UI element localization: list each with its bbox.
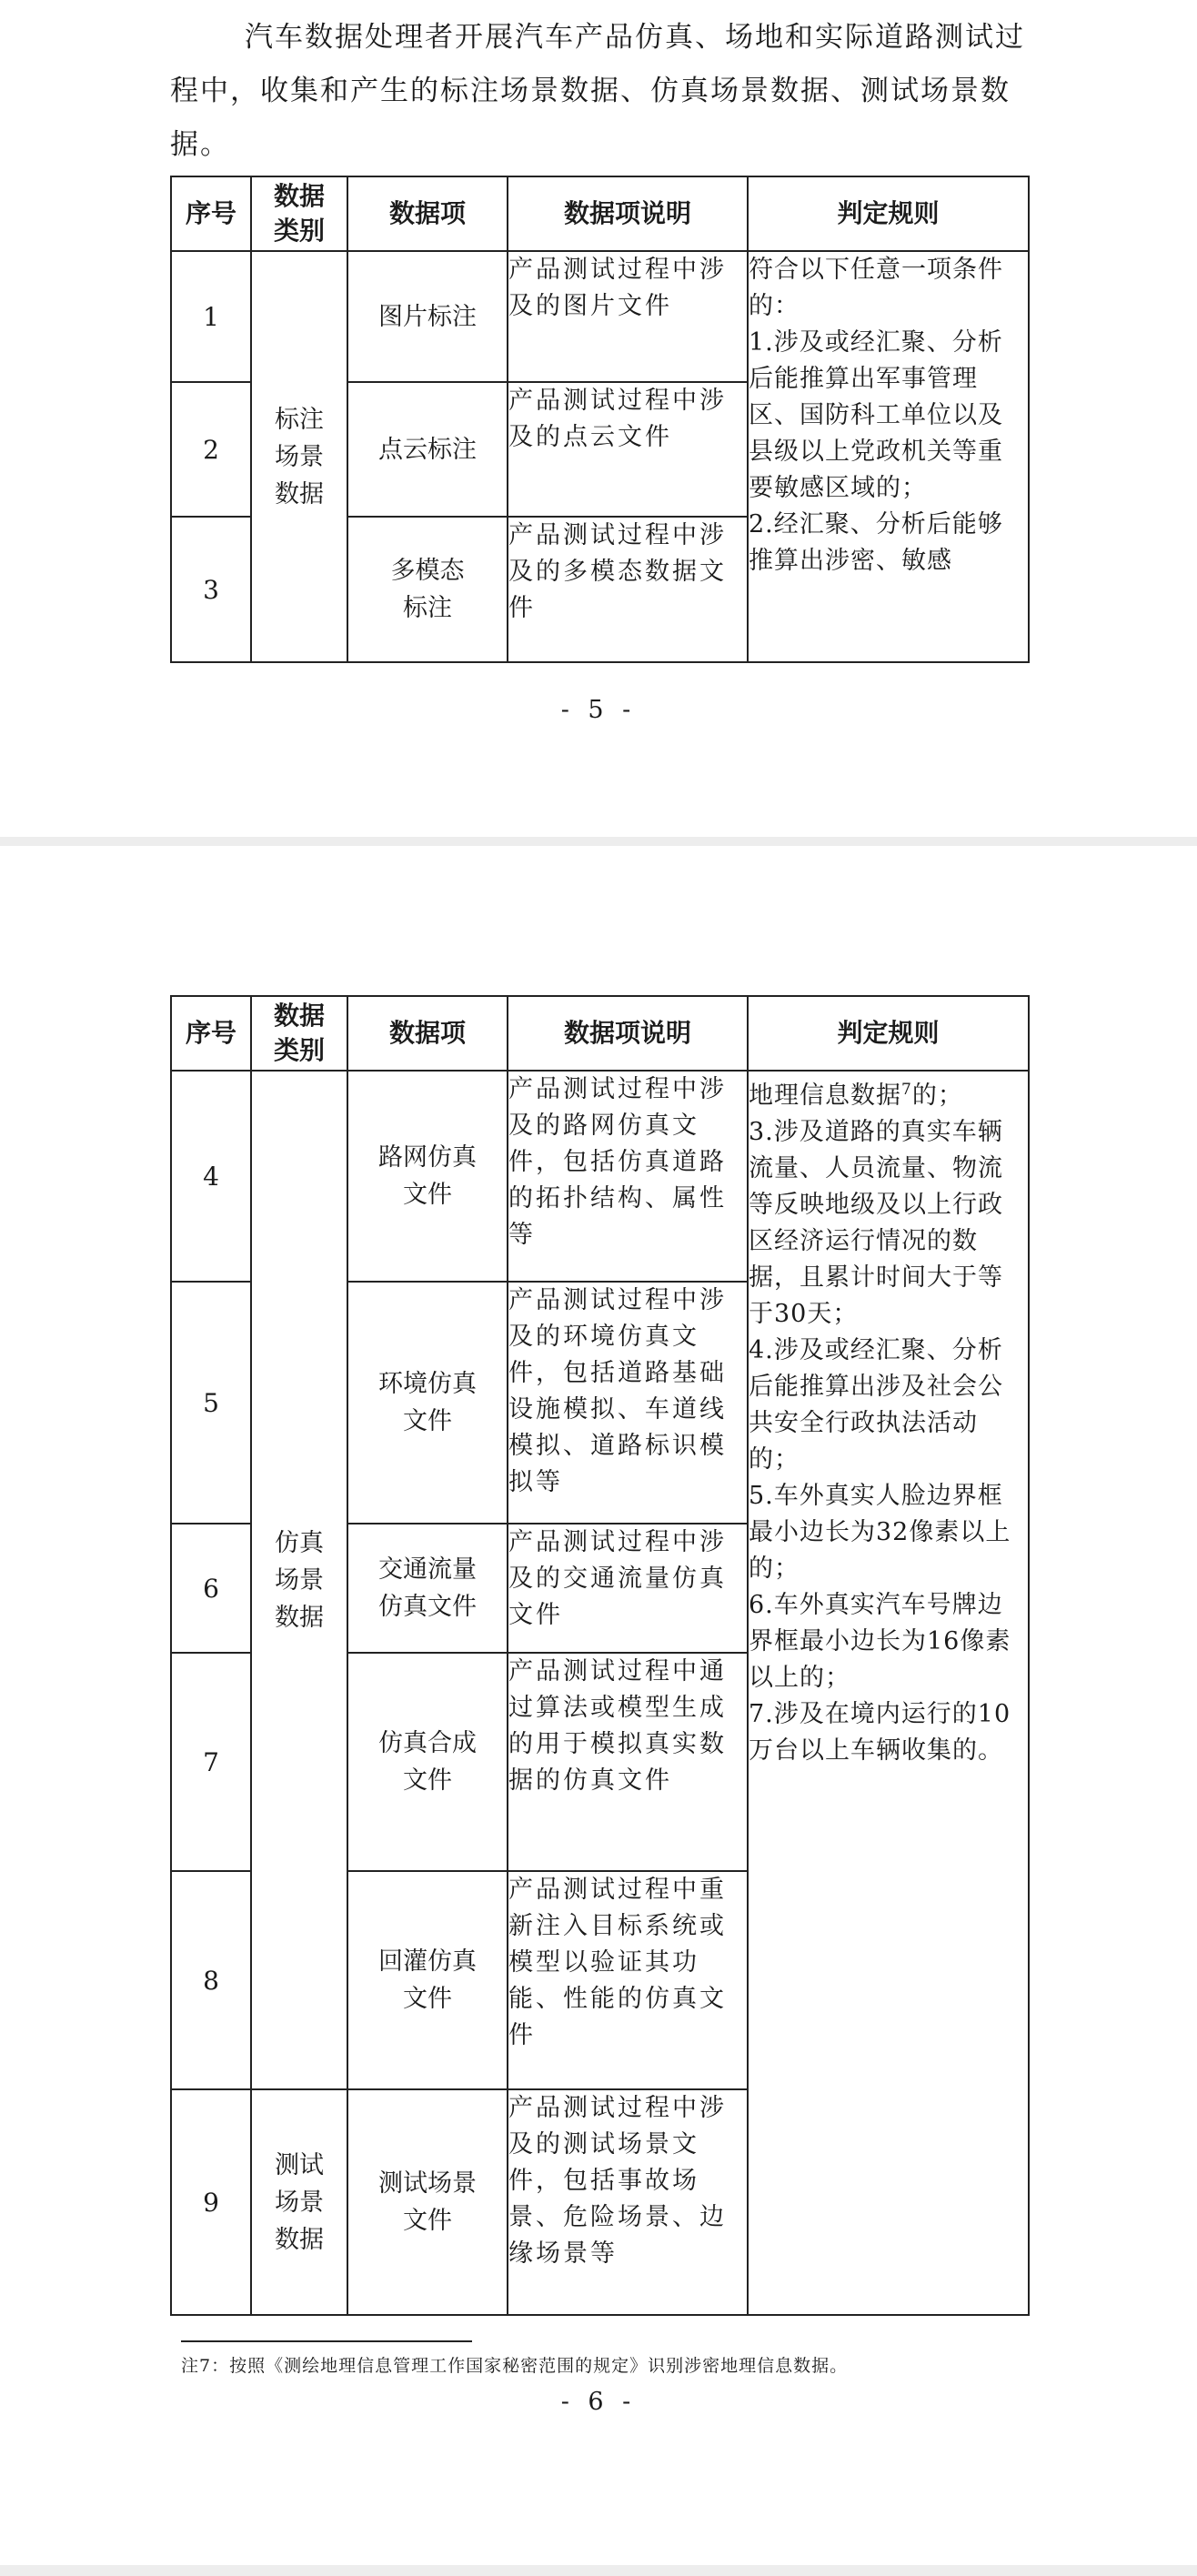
header-item: 数据项 bbox=[347, 176, 508, 251]
item-description: 产品测试过程中涉及的点云文件 bbox=[508, 382, 748, 517]
data-item: 图片标注 bbox=[347, 251, 508, 382]
row-number: 7 bbox=[171, 1653, 251, 1871]
page-number: - 6 - bbox=[560, 2388, 637, 2416]
item-description: 产品测试过程中涉及的测试场景文件，包括事故场景、危险场景、边缘场景等 bbox=[508, 2089, 748, 2315]
data-item: 仿真合成 文件 bbox=[347, 1653, 508, 1871]
row-number: 9 bbox=[171, 2089, 251, 2315]
row-number: 6 bbox=[171, 1524, 251, 1653]
data-item: 测试场景 文件 bbox=[347, 2089, 508, 2315]
intro-paragraph: 汽车数据处理者开展汽车产品仿真、场地和实际道路测试过程中，收集和产生的标注场景数据、仿真场景数据、测试场景数据。 bbox=[170, 21, 1025, 161]
category-cell: 测试 场景 数据 bbox=[251, 2089, 347, 2315]
header-rule: 判定规则 bbox=[748, 176, 1029, 251]
rule-cell: 符合以下任意一项条件的： 1.涉及或经汇聚、分析后能推算出军事管理区、国防科工单位以及县级以上党政机关等重要敏感区域的； 2.经汇聚、分析后能够推算出涉密、敏感 bbox=[748, 251, 1029, 662]
item-description: 产品测试过程中通过算法或模型生成的用于模拟真实数据的仿真文件 bbox=[508, 1653, 748, 1871]
data-table-page-5 bbox=[170, 176, 1030, 663]
data-table-page-6 bbox=[170, 995, 1030, 2316]
item-description: 产品测试过程中涉及的环境仿真文件，包括道路基础设施模拟、车道线模拟、道路标识模拟等 bbox=[508, 1282, 748, 1524]
header-category: 数据 类别 bbox=[251, 996, 347, 1071]
header-description: 数据项说明 bbox=[508, 996, 748, 1071]
item-description: 产品测试过程中重新注入目标系统或模型以验证其功能、性能的仿真文件 bbox=[508, 1871, 748, 2089]
row-number: 3 bbox=[171, 517, 251, 662]
row-number: 2 bbox=[171, 382, 251, 517]
data-item: 点云标注 bbox=[347, 382, 508, 517]
header-category: 数据 类别 bbox=[251, 176, 347, 251]
table-header-row bbox=[171, 176, 1029, 251]
document-page-5 bbox=[0, 0, 1197, 837]
header-description: 数据项说明 bbox=[508, 176, 748, 251]
item-description: 产品测试过程中涉及的路网仿真文件，包括仿真道路的拓扑结构、属性等 bbox=[508, 1071, 748, 1282]
row-number: 1 bbox=[171, 251, 251, 382]
page-number: - 5 - bbox=[560, 696, 637, 724]
row-number: 4 bbox=[171, 1071, 251, 1282]
footnote-ref: 7 bbox=[901, 1081, 912, 1099]
table-row bbox=[171, 1071, 1029, 1282]
item-description: 产品测试过程中涉及的图片文件 bbox=[508, 251, 748, 382]
table-row bbox=[171, 251, 1029, 382]
data-item: 交通流量 仿真文件 bbox=[347, 1524, 508, 1653]
row-number: 8 bbox=[171, 1871, 251, 2089]
data-item: 多模态 标注 bbox=[347, 517, 508, 662]
data-item: 路网仿真 文件 bbox=[347, 1071, 508, 1282]
item-description: 产品测试过程中涉及的多模态数据文件 bbox=[508, 517, 748, 662]
category-cell: 标注 场景 数据 bbox=[251, 251, 347, 662]
header-seq: 序号 bbox=[171, 996, 251, 1071]
footnote-divider bbox=[181, 2340, 472, 2342]
table-header-row bbox=[171, 996, 1029, 1071]
item-description: 产品测试过程中涉及的交通流量仿真文件 bbox=[508, 1524, 748, 1653]
header-seq: 序号 bbox=[171, 176, 251, 251]
row-number: 5 bbox=[171, 1282, 251, 1524]
data-item: 回灌仿真 文件 bbox=[347, 1871, 508, 2089]
footnote: 注7：按照《测绘地理信息管理工作国家秘密范围的规定》识别涉密地理信息数据。 bbox=[181, 2356, 849, 2376]
document-page-6 bbox=[0, 846, 1197, 2565]
rule-cell: 地理信息数据$^7$的； 3.涉及道路的真实车辆流量、人员流量、物流等反映地级及以上行政区经济运行情况的数据，且累计时间大于等于30天； 4.涉及或经汇聚、分析后能推算出涉及社会公共安全行政执法活动的； 5.车外真实人脸边界框最小边长为32像素以上的； 6.车外真实汽车号牌边界框最小边长为16像素以上的； 7.涉及在境内运行的10万台以上车辆收集的。 bbox=[748, 1071, 1029, 2315]
category-cell: 仿真 场景 数据 bbox=[251, 1071, 347, 2089]
header-item: 数据项 bbox=[347, 996, 508, 1071]
header-rule: 判定规则 bbox=[748, 996, 1029, 1071]
data-item: 环境仿真 文件 bbox=[347, 1282, 508, 1524]
